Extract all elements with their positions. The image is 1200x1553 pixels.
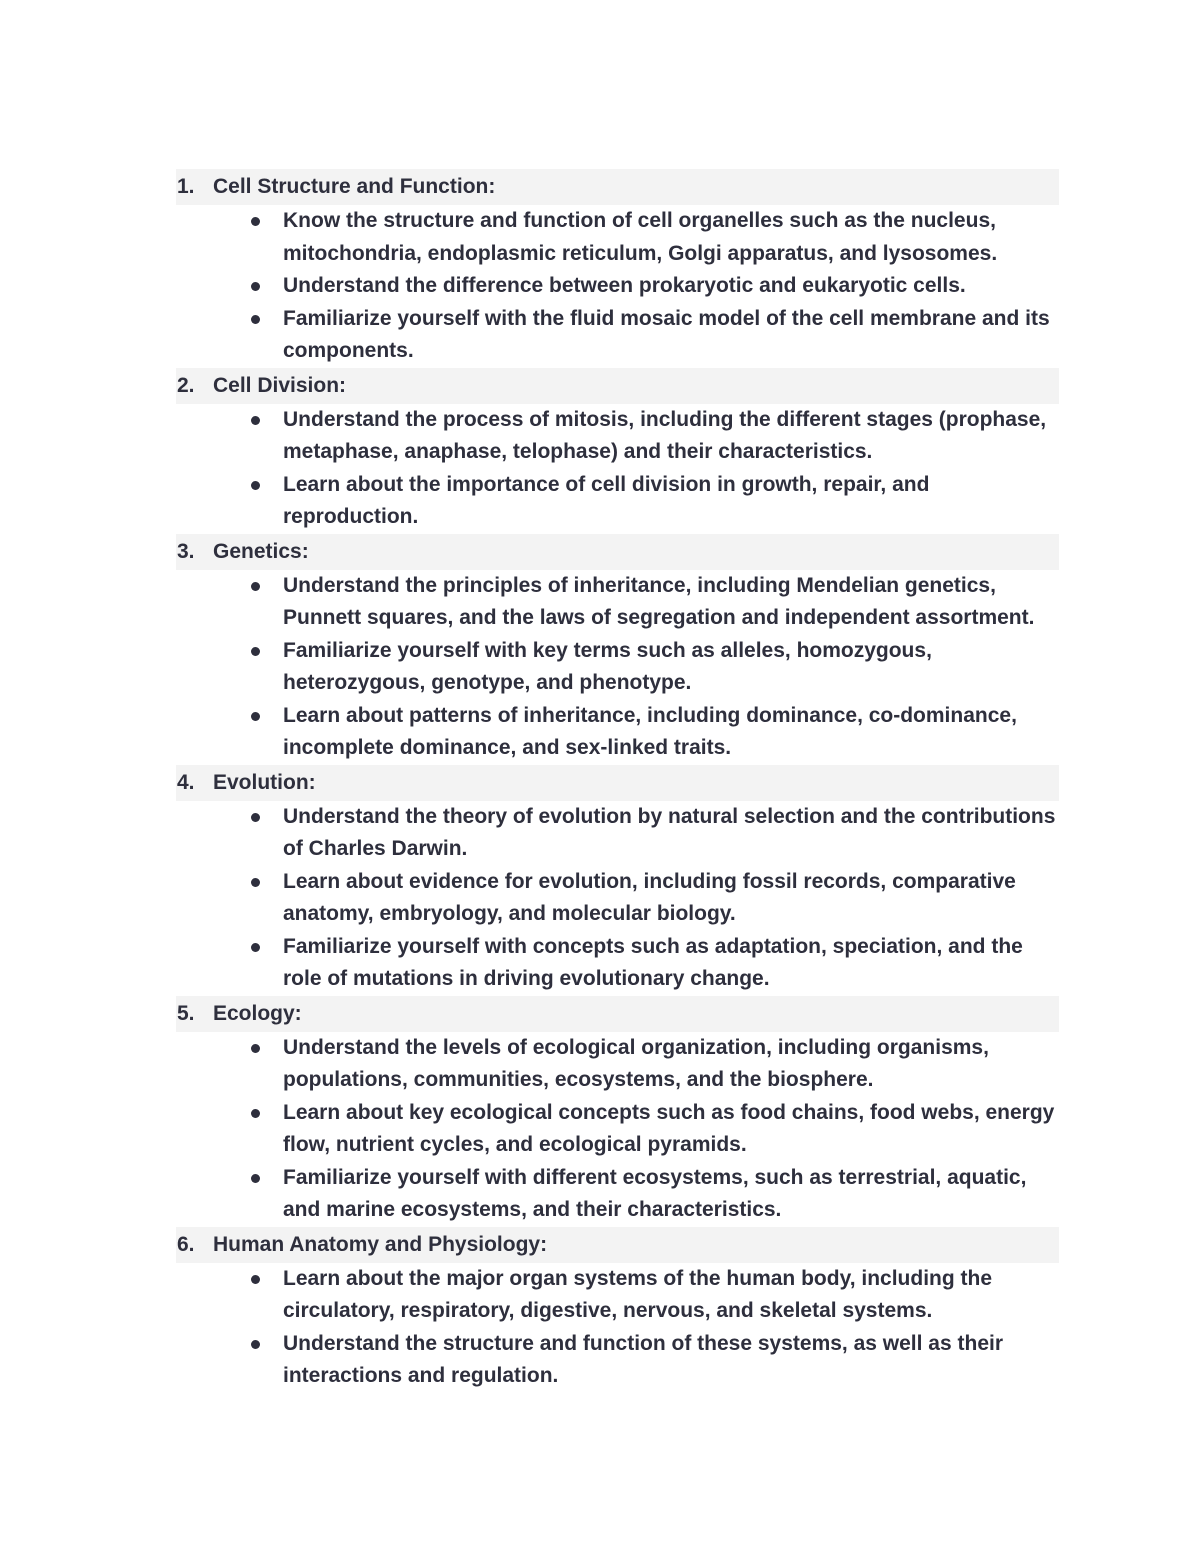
list-item [176,1097,1059,1162]
bullet-list [176,404,1059,534]
section-cell-division [176,368,1059,534]
bullet-dot-icon [251,813,260,822]
bullet-text: Learn about key ecological concepts such as food chains, food webs, energy flow, nutrient cycles, and ecological pyramids. [283,1100,1055,1156]
section-title: Ecology: [213,1001,302,1025]
section-title: Genetics: [213,539,309,563]
section-number: 1. [177,175,195,198]
bullet-text: Understand the process of mitosis, including the different stages (prophase, metaphase, anaphase, telophase) and their characteristics. [283,407,1047,463]
bullet-text: Know the structure and function of cell organelles such as the nucleus, mitochondria, endoplasmic reticulum, Golgi apparatus, and lysosomes. [283,209,998,265]
bullet-dot-icon [251,1275,260,1284]
bullet-text: Learn about the major organ systems of the human body, including the circulatory, respiratory, digestive, nervous, and skeletal systems. [283,1266,993,1322]
section-heading [176,1227,1059,1263]
section-heading [176,368,1059,404]
bullet-dot-icon [251,217,260,226]
list-item [176,866,1059,931]
bullet-list [176,801,1059,996]
section-title: Cell Structure and Function: [213,175,496,198]
bullet-text: Understand the levels of ecological organization, including organisms, populations, communities, ecosystems, and the biosphere. [283,1035,989,1091]
section-ecology [176,996,1059,1227]
list-item [176,205,1059,270]
bullet-dot-icon [251,647,260,656]
section-heading [176,169,1059,205]
bullet-dot-icon [251,282,260,291]
section-heading [176,534,1059,570]
list-item [176,931,1059,996]
section-cell-structure [176,169,1059,368]
bullet-dot-icon [251,943,260,952]
section-number: 3. [177,539,195,563]
bullet-text: Understand the difference between prokaryotic and eukaryotic cells. [283,274,966,297]
bullet-text: Learn about the importance of cell division in growth, repair, and reproduction. [283,472,930,528]
bullet-text: Understand the theory of evolution by natural selection and the contributions of Charles Darwin. [283,804,1056,860]
bullet-dot-icon [251,582,260,591]
bullet-dot-icon [251,481,260,490]
list-item [176,303,1059,368]
list-item [176,570,1059,635]
list-item [176,270,1059,303]
section-title: Human Anatomy and Physiology: [213,1232,548,1256]
bullet-list [176,205,1059,368]
list-item [176,404,1059,469]
bullet-list [176,1032,1059,1227]
study-topic-list [176,169,1059,1393]
bullet-text: Understand the structure and function of these systems, as well as their interactions and regulation. [283,1331,1004,1387]
list-item [176,1032,1059,1097]
list-item [176,1162,1059,1227]
bullet-text: Learn about evidence for evolution, including fossil records, comparative anatomy, embryology, and molecular biology. [283,869,1016,925]
bullet-text: Familiarize yourself with concepts such as adaptation, speciation, and the role of mutations in driving evolutionary change. [283,934,1023,990]
list-item [176,1263,1059,1328]
section-number: 6. [177,1232,195,1256]
bullet-list [176,1263,1059,1393]
list-item [176,469,1059,534]
section-number: 4. [177,770,195,794]
section-human-anatomy [176,1227,1059,1393]
bullet-text: Familiarize yourself with different ecosystems, such as terrestrial, aquatic, and marine ecosystems, and their characteristics. [283,1165,1027,1221]
section-heading [176,765,1059,801]
section-title: Evolution: [213,770,316,794]
bullet-dot-icon [251,1340,260,1349]
section-genetics [176,534,1059,765]
bullet-list [176,570,1059,765]
bullet-dot-icon [251,416,260,425]
section-number: 5. [177,1001,195,1025]
list-item [176,1328,1059,1393]
bullet-dot-icon [251,1044,260,1053]
section-heading [176,996,1059,1032]
section-number: 2. [177,373,195,397]
bullet-text: Understand the principles of inheritance, including Mendelian genetics, Punnett squares, and the laws of segregation and independent assortment. [283,573,1035,629]
list-item [176,635,1059,700]
bullet-text: Learn about patterns of inheritance, including dominance, co-dominance, incomplete dominance, and sex-linked traits. [283,703,1017,759]
section-title: Cell Division: [213,373,347,397]
section-evolution [176,765,1059,996]
bullet-dot-icon [251,315,260,324]
bullet-dot-icon [251,1109,260,1118]
list-item [176,801,1059,866]
bullet-text: Familiarize yourself with the fluid mosaic model of the cell membrane and its components. [283,306,1050,362]
bullet-dot-icon [251,1174,260,1183]
bullet-dot-icon [251,712,260,721]
list-item [176,700,1059,765]
bullet-dot-icon [251,878,260,887]
bullet-text: Familiarize yourself with key terms such as alleles, homozygous, heterozygous, genotype, and phenotype. [283,638,932,694]
